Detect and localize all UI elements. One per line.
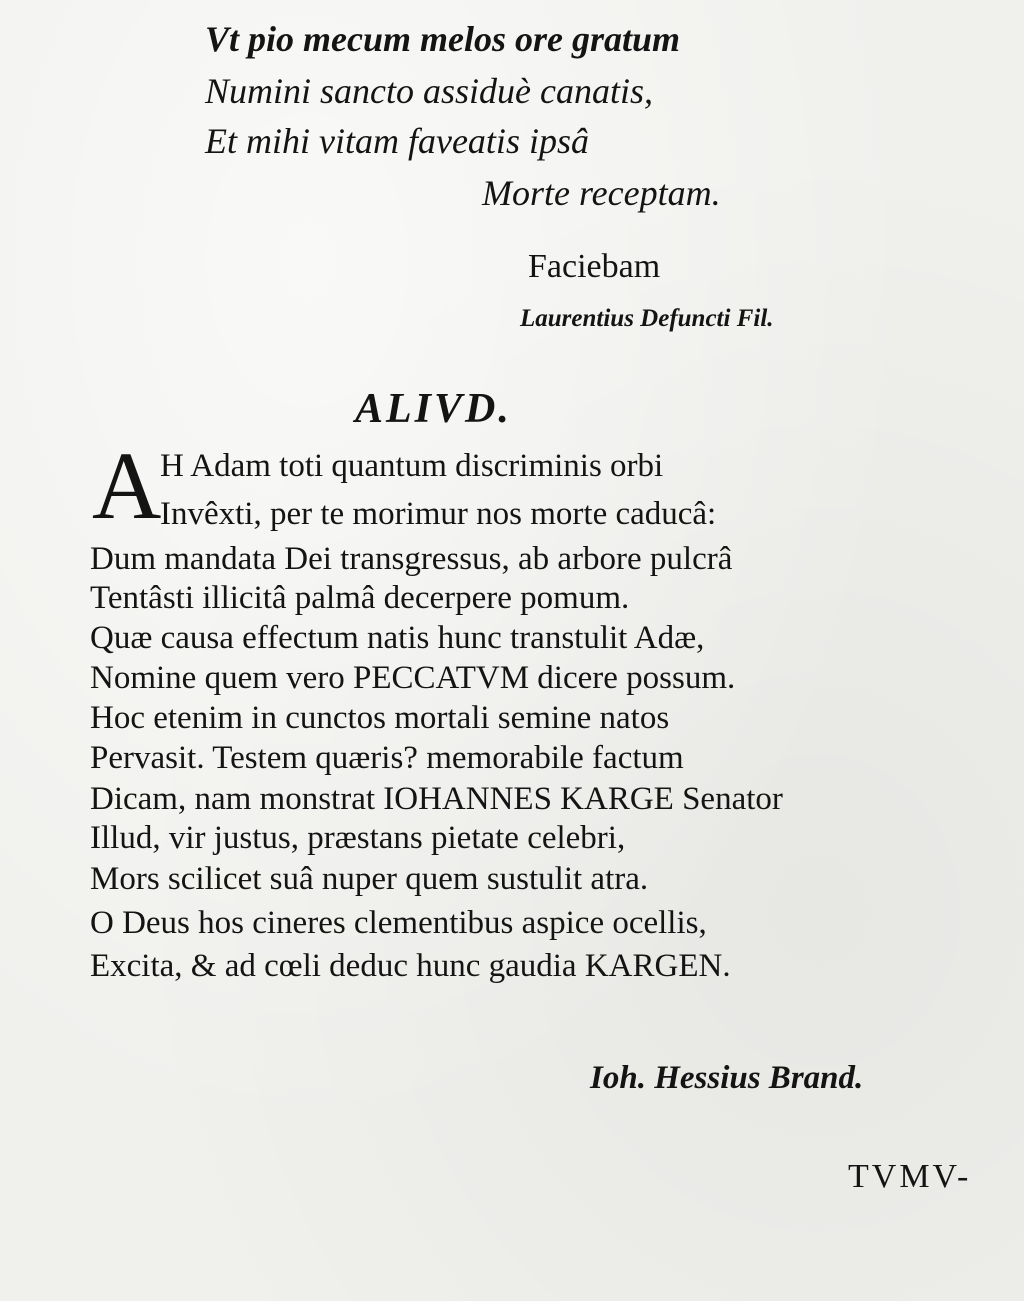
poem-line: Quæ causa effectum natis hunc transtulit Adæ,: [90, 620, 705, 656]
poem-line: O Deus hos cineres clementibus aspice ocellis,: [90, 905, 707, 941]
intro-verse-line-4: Morte receptam.: [482, 173, 721, 213]
intro-verse-line-1: Vt pio mecum melos ore gratum: [205, 19, 681, 59]
signature-name: Laurentius Defuncti Fil.: [520, 305, 774, 332]
drop-cap: A: [92, 432, 162, 539]
intro-verse-line-2: Numini sancto assiduè canatis,: [205, 71, 653, 111]
poem-signature: Ioh. Hessius Brand.: [590, 1060, 864, 1096]
signature-verb: Faciebam: [528, 248, 661, 285]
poem-line: Nomine quem vero PECCATVM dicere possum.: [90, 660, 736, 696]
poem-line: Dicam, nam monstrat IOHANNES KARGE Senator: [90, 781, 783, 817]
poem-line: Invêxti, per te morimur nos morte caducâ:: [160, 496, 717, 532]
poem-line: Pervasit. Testem quæris? memorabile factum: [90, 740, 684, 776]
poem-line: Hoc etenim in cunctos mortali semine natos: [90, 700, 670, 736]
poem-line: Mors scilicet suâ nuper quem sustulit atra.: [90, 861, 649, 897]
section-heading: ALIVD.: [355, 386, 512, 432]
poem-line: H Adam toti quantum discriminis orbi: [160, 448, 664, 484]
poem-line: Tentâsti illicitâ palmâ decerpere pomum.: [90, 580, 630, 616]
catchword: TVMV-: [848, 1158, 972, 1195]
poem-line: Dum mandata Dei transgressus, ab arbore pulcrâ: [90, 541, 733, 577]
poem-line: Illud, vir justus, præstans pietate celebri,: [90, 820, 626, 856]
intro-verse-line-3: Et mihi vitam faveatis ipsâ: [205, 121, 589, 161]
poem-line: Excita, & ad cœli deduc hunc gaudia KARGEN.: [90, 948, 731, 984]
